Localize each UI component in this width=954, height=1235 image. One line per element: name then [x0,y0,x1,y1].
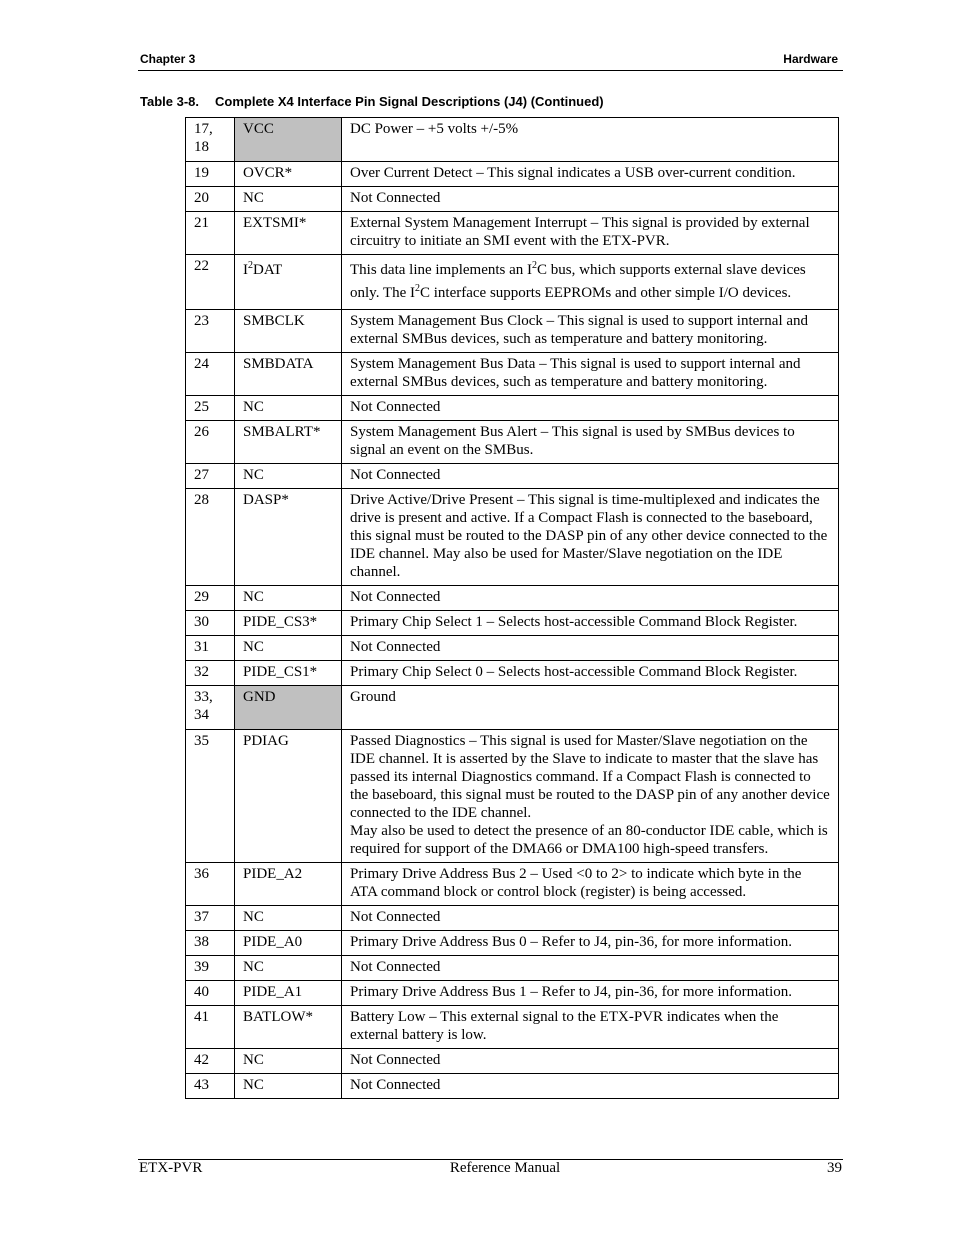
running-header-chapter: Chapter 3 [140,52,196,66]
pin-number-cell: 36 [186,863,235,906]
description-paragraph: Over Current Detect – This signal indicates a USB over-current condition. [350,165,796,181]
description-paragraph: This data line implements an $I^2C$ bus, which supports external slave devices only. The $I^2C$ interface supports EEPROMs and other simple I/O devices. [350,260,806,301]
description-paragraph: Not Connected [350,190,441,206]
table-row [186,396,839,421]
table-row [186,118,839,162]
table-row [186,730,839,863]
description-cell [342,730,839,863]
signal-name-cell: NC [235,586,342,611]
table-caption-title: Complete X4 Interface Pin Signal Descriptions (J4) (Continued) [215,94,604,109]
pin-number-cell: 23 [186,310,235,353]
description-cell [342,863,839,906]
signal-name-cell: NC [235,906,342,931]
pin-number-cell: 19 [186,162,235,187]
pin-number-cell: 42 [186,1049,235,1074]
pin-number-cell: 31 [186,636,235,661]
description-cell [342,353,839,396]
description-paragraph: Battery Low – This external signal to the ETX-PVR indicates when the external battery is low. [350,1009,779,1043]
signal-name-cell: NC [235,187,342,212]
pin-signal-table [185,117,839,1099]
pin-number-cell: 25 [186,396,235,421]
description-cell [342,421,839,464]
pin-number-cell: 33, 34 [186,686,235,730]
description-paragraph: Primary Drive Address Bus 0 – Refer to J4, pin-36, for more information. [350,934,793,950]
description-cell [342,1006,839,1049]
description-cell [342,981,839,1006]
description-cell [342,636,839,661]
table-row [186,661,839,686]
pin-number-cell: 27 [186,464,235,489]
description-paragraph: Not Connected [350,639,441,655]
signal-name-cell: NC [235,1049,342,1074]
signal-name-cell: OVCR* [235,162,342,187]
pin-number-cell: 29 [186,586,235,611]
table-caption-number: Table 3-8. [140,94,200,109]
description-paragraph: Primary Chip Select 1 – Selects host-accessible Command Block Register. [350,614,798,630]
description-cell [342,162,839,187]
pin-number-cell: 32 [186,661,235,686]
pin-number-cell: 43 [186,1074,235,1099]
table-row [186,863,839,906]
description-cell [342,187,839,212]
footer-title: Reference Manual [449,1160,561,1176]
description-paragraph: Not Connected [350,589,441,605]
signal-name-cell: EXTSMI* [235,212,342,255]
pin-number-cell: 41 [186,1006,235,1049]
table-caption [140,94,604,109]
signal-name-cell: NC [235,396,342,421]
signal-name-cell: VCC [235,118,342,162]
description-cell [342,310,839,353]
table-row [186,931,839,956]
description-paragraph: DC Power – +5 volts +/-5% [350,121,519,137]
description-cell [342,489,839,586]
description-cell [342,956,839,981]
pin-number-cell: 26 [186,421,235,464]
pin-number-cell: 22 [186,255,235,310]
signal-name-cell: PIDE_CS1* [235,661,342,686]
table-row [186,255,839,310]
signal-name-cell: PIDE_A1 [235,981,342,1006]
signal-name-cell: $I^2DAT$ [235,255,342,310]
pin-number-cell: 24 [186,353,235,396]
description-cell [342,118,839,162]
signal-name-cell: NC [235,464,342,489]
description-paragraph: Primary Chip Select 0 – Selects host-accessible Command Block Register. [350,664,798,680]
description-paragraph: System Management Bus Clock – This signal is used to support internal and external SMBus devices, such as temperature and battery monitoring. [350,313,809,347]
description-paragraph: Passed Diagnostics – This signal is used for Master/Slave negotiation on the IDE channel. It is asserted by the Slave to indicate to master that the slave has passed its internal Diagnostics command. If a Compact Flash is connected to the baseboard, this signal must be routed to the DASP pin of any another device connected to the IDE channel. [350,733,830,821]
table-row [186,1049,839,1074]
table-row [186,686,839,730]
signal-name-cell: PIDE_A0 [235,931,342,956]
pin-number-cell: 38 [186,931,235,956]
description-cell [342,686,839,730]
description-paragraph: Not Connected [350,909,441,925]
signal-name-cell: BATLOW* [235,1006,342,1049]
description-cell [342,464,839,489]
table-row [186,1074,839,1099]
pin-number-cell: 37 [186,906,235,931]
signal-name-cell: NC [235,956,342,981]
table-row [186,981,839,1006]
description-cell [342,586,839,611]
signal-name-cell: PIDE_A2 [235,863,342,906]
table-row [186,310,839,353]
description-paragraph: External System Management Interrupt – This signal is provided by external circuitry to initiate an SMI event with the ETX-PVR. [350,215,810,249]
table-row [186,906,839,931]
description-cell [342,396,839,421]
table-row [186,636,839,661]
pin-number-cell: 28 [186,489,235,586]
description-paragraph: Not Connected [350,959,441,975]
signal-name-cell: SMBALRT* [235,421,342,464]
table-row [186,489,839,586]
table-row [186,187,839,212]
table-row [186,464,839,489]
description-paragraph: Drive Active/Drive Present – This signal is time-multiplexed and indicates the drive is present and active. If a Compact Flash is connected to the baseboard, this signal must be routed to the DASP pin of any other device connected to the IDE channel. May also be used for Master/Slave negotiation on the IDE channel. [350,492,828,580]
description-cell [342,931,839,956]
table-row [186,353,839,396]
description-paragraph: Not Connected [350,467,441,483]
description-paragraph: Primary Drive Address Bus 2 – Used <0 to 2> to indicate which byte in the ATA command block or control block (register) is being accessed. [350,866,802,900]
table-row [186,421,839,464]
header-rule [138,70,843,71]
signal-name-cell: DASP* [235,489,342,586]
pin-number-cell: 35 [186,730,235,863]
description-cell [342,906,839,931]
description-paragraph: Ground [350,689,396,705]
description-paragraph: Not Connected [350,1052,441,1068]
description-cell [342,255,839,310]
table-row [186,586,839,611]
description-paragraph: Not Connected [350,1077,441,1093]
description-cell [342,611,839,636]
signal-name-cell: PIDE_CS3* [235,611,342,636]
description-cell [342,212,839,255]
description-cell [342,1074,839,1099]
pin-number-cell: 30 [186,611,235,636]
signal-name-cell: NC [235,636,342,661]
table-row [186,212,839,255]
pin-number-cell: 21 [186,212,235,255]
running-header-section: Hardware [783,52,838,66]
description-paragraph: Not Connected [350,399,441,415]
pin-number-cell: 39 [186,956,235,981]
description-cell [342,661,839,686]
page-number: 39 [827,1160,842,1176]
description-cell [342,1049,839,1074]
signal-name-cell: SMBCLK [235,310,342,353]
description-paragraph: Primary Drive Address Bus 1 – Refer to J4, pin-36, for more information. [350,984,793,1000]
table-row [186,1006,839,1049]
description-paragraph: May also be used to detect the presence of an 80-conductor IDE cable, which is required for support of the DMA66 or DMA100 high-speed transfers. [350,823,828,857]
pin-number-cell: 17, 18 [186,118,235,162]
table-row [186,611,839,636]
description-paragraph: System Management Bus Alert – This signal is used by SMBus devices to signal an event on the SMBus. [350,424,795,458]
table-row [186,162,839,187]
description-paragraph: System Management Bus Data – This signal is used to support internal and external SMBus devices, such as temperature and battery monitoring. [350,356,801,390]
signal-name-cell: SMBDATA [235,353,342,396]
signal-name-cell: PDIAG [235,730,342,863]
pin-number-cell: 20 [186,187,235,212]
footer-product: ETX-PVR [139,1160,203,1176]
signal-name-cell: NC [235,1074,342,1099]
signal-name-cell: GND [235,686,342,730]
pin-number-cell: 40 [186,981,235,1006]
table-row [186,956,839,981]
